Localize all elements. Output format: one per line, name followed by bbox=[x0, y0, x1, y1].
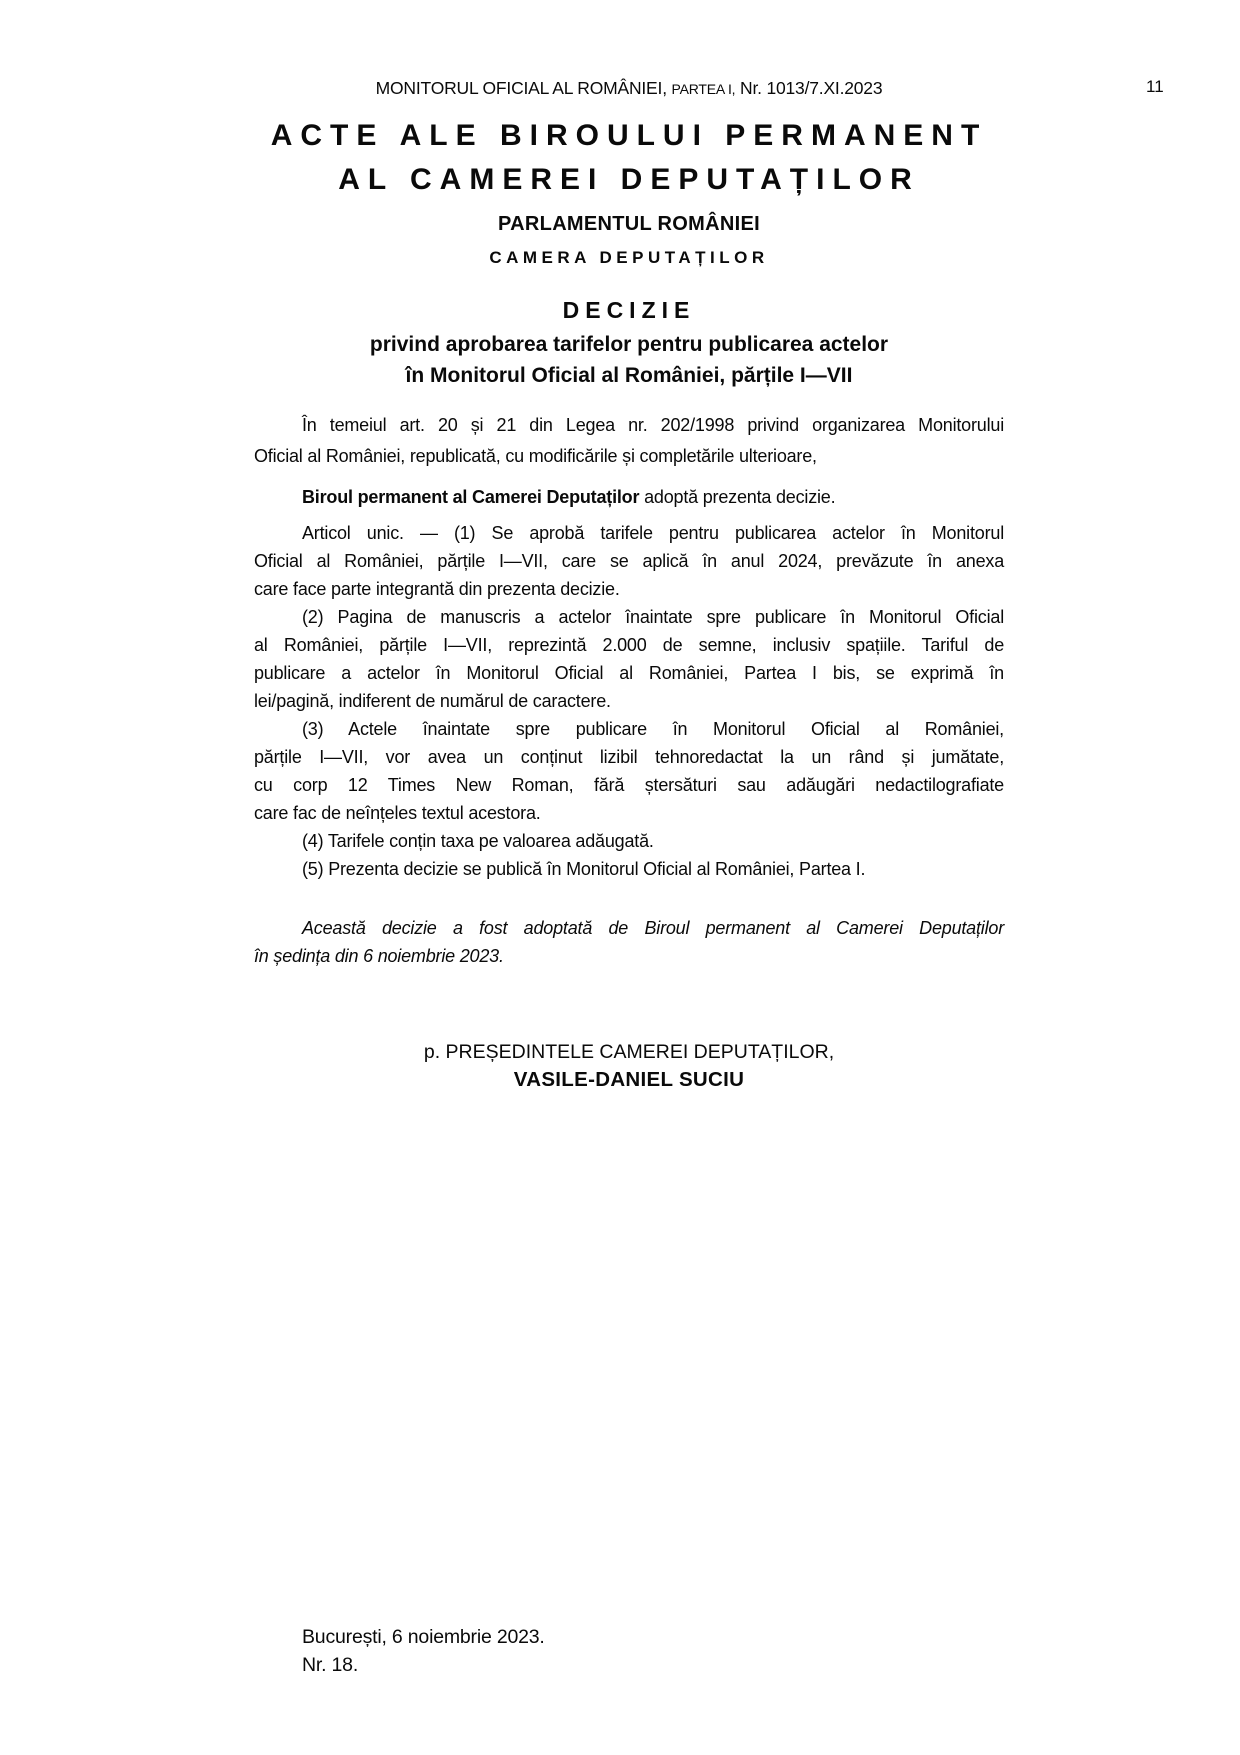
article-line: Oficial al României, părțile I—VII, care se aplică în anul 2024, prevăzute în anexa bbox=[254, 551, 1004, 571]
journal-issue: Nr. 1013/7.XI.2023 bbox=[740, 78, 883, 98]
decision-subtitle-line1: privind aprobarea tarifelor pentru publicarea actelor bbox=[369, 333, 889, 356]
document-footer bbox=[302, 1623, 545, 1679]
signature-name: VASILE-DANIEL SUCIU bbox=[513, 1068, 745, 1091]
article-paragraph-4 bbox=[254, 827, 1004, 855]
decision-body bbox=[254, 410, 1004, 970]
article-line: (5) Prezenta decizie se publică în Monitorul Oficial al României, Partea I. bbox=[302, 859, 866, 879]
decision-subtitle-line2: în Monitorul Oficial al României, părțile I—VII bbox=[405, 364, 853, 387]
article-paragraph-1 bbox=[254, 519, 1004, 603]
closing-note-line: în ședința din 6 noiembrie 2023. bbox=[254, 946, 504, 966]
preamble-line: Oficial al României, republicată, cu modificările și completările ulterioare, bbox=[254, 446, 817, 466]
signature-block bbox=[254, 1038, 1004, 1094]
preamble-paragraph bbox=[254, 410, 1004, 472]
section-title-line1: ACTE ALE BIROULUI PERMANENT bbox=[270, 119, 988, 152]
article-line: părțile I—VII, vor avea un conținut lizibil tehnoredactat la un rând și jumătate, bbox=[254, 747, 1004, 767]
section-title-line2: AL CAMEREI DEPUTAȚILOR bbox=[338, 163, 920, 196]
article-paragraph-2 bbox=[254, 603, 1004, 715]
article-line: lei/pagină, indiferent de numărul de caractere. bbox=[254, 691, 611, 711]
adoption-line bbox=[254, 483, 1004, 511]
closing-note-line: Această decizie a fost adoptată de Biroul permanent al Camerei Deputaților bbox=[302, 918, 1004, 938]
chamber-label: CAMERA DEPUTAȚILOR bbox=[489, 248, 769, 267]
footer-place-date: București, 6 noiembrie 2023. bbox=[302, 1626, 545, 1648]
article-paragraph-5 bbox=[254, 855, 1004, 883]
article-line: care face parte integrantă din prezenta decizie. bbox=[254, 579, 620, 599]
section-title bbox=[129, 114, 1129, 202]
article-line: (2) Pagina de manuscris a actelor înaintate spre publicare în Monitorul Oficial bbox=[302, 607, 1004, 627]
article-line: care fac de neînțeles textul acestora. bbox=[254, 803, 541, 823]
closing-note bbox=[254, 914, 1004, 970]
adoption-paragraph bbox=[254, 483, 1004, 511]
article-line: al României, părțile I—VII, reprezintă 2.000 de semne, inclusiv spațiile. Tariful de bbox=[254, 635, 1004, 655]
adoption-actor: Biroul permanent al Camerei Deputaților bbox=[302, 487, 640, 507]
decision-subtitle bbox=[254, 329, 1004, 391]
adoption-action: adoptă prezenta decizie. bbox=[639, 487, 836, 507]
running-head bbox=[254, 78, 1004, 99]
journal-part: PARTEA I, bbox=[671, 81, 736, 97]
article-line: Articol unic. — (1) Se aprobă tarifele pentru publicarea actelor în Monitorul bbox=[302, 523, 1004, 543]
page-number: 11 bbox=[1146, 77, 1164, 96]
article-line: cu corp 12 Times New Roman, fără ștersături sau adăugări nedactilografiate bbox=[254, 775, 1004, 795]
preamble-line: În temeiul art. 20 și 21 din Legea nr. 202/1998 privind organizarea Monitorului bbox=[302, 415, 1004, 435]
article-paragraph-3 bbox=[254, 715, 1004, 827]
footer-number: Nr. 18. bbox=[302, 1654, 359, 1676]
parliament-label: PARLAMENTUL ROMÂNIEI bbox=[498, 213, 760, 235]
decision-heading: DECIZIE bbox=[562, 297, 696, 323]
article-line: publicare a actelor în Monitorul Oficial al României, Partea I bis, se exprimă în bbox=[254, 663, 1004, 683]
article-line: (4) Tarifele conțin taxa pe valoarea adăugată. bbox=[302, 831, 654, 851]
article-line: (3) Actele înaintate spre publicare în Monitorul Oficial al României, bbox=[302, 719, 1004, 739]
article-unic bbox=[254, 519, 1004, 883]
signature-role: p. PREȘEDINTELE CAMEREI DEPUTAȚILOR, bbox=[423, 1041, 835, 1063]
journal-title: MONITORUL OFICIAL AL ROMÂNIEI, bbox=[375, 78, 667, 98]
